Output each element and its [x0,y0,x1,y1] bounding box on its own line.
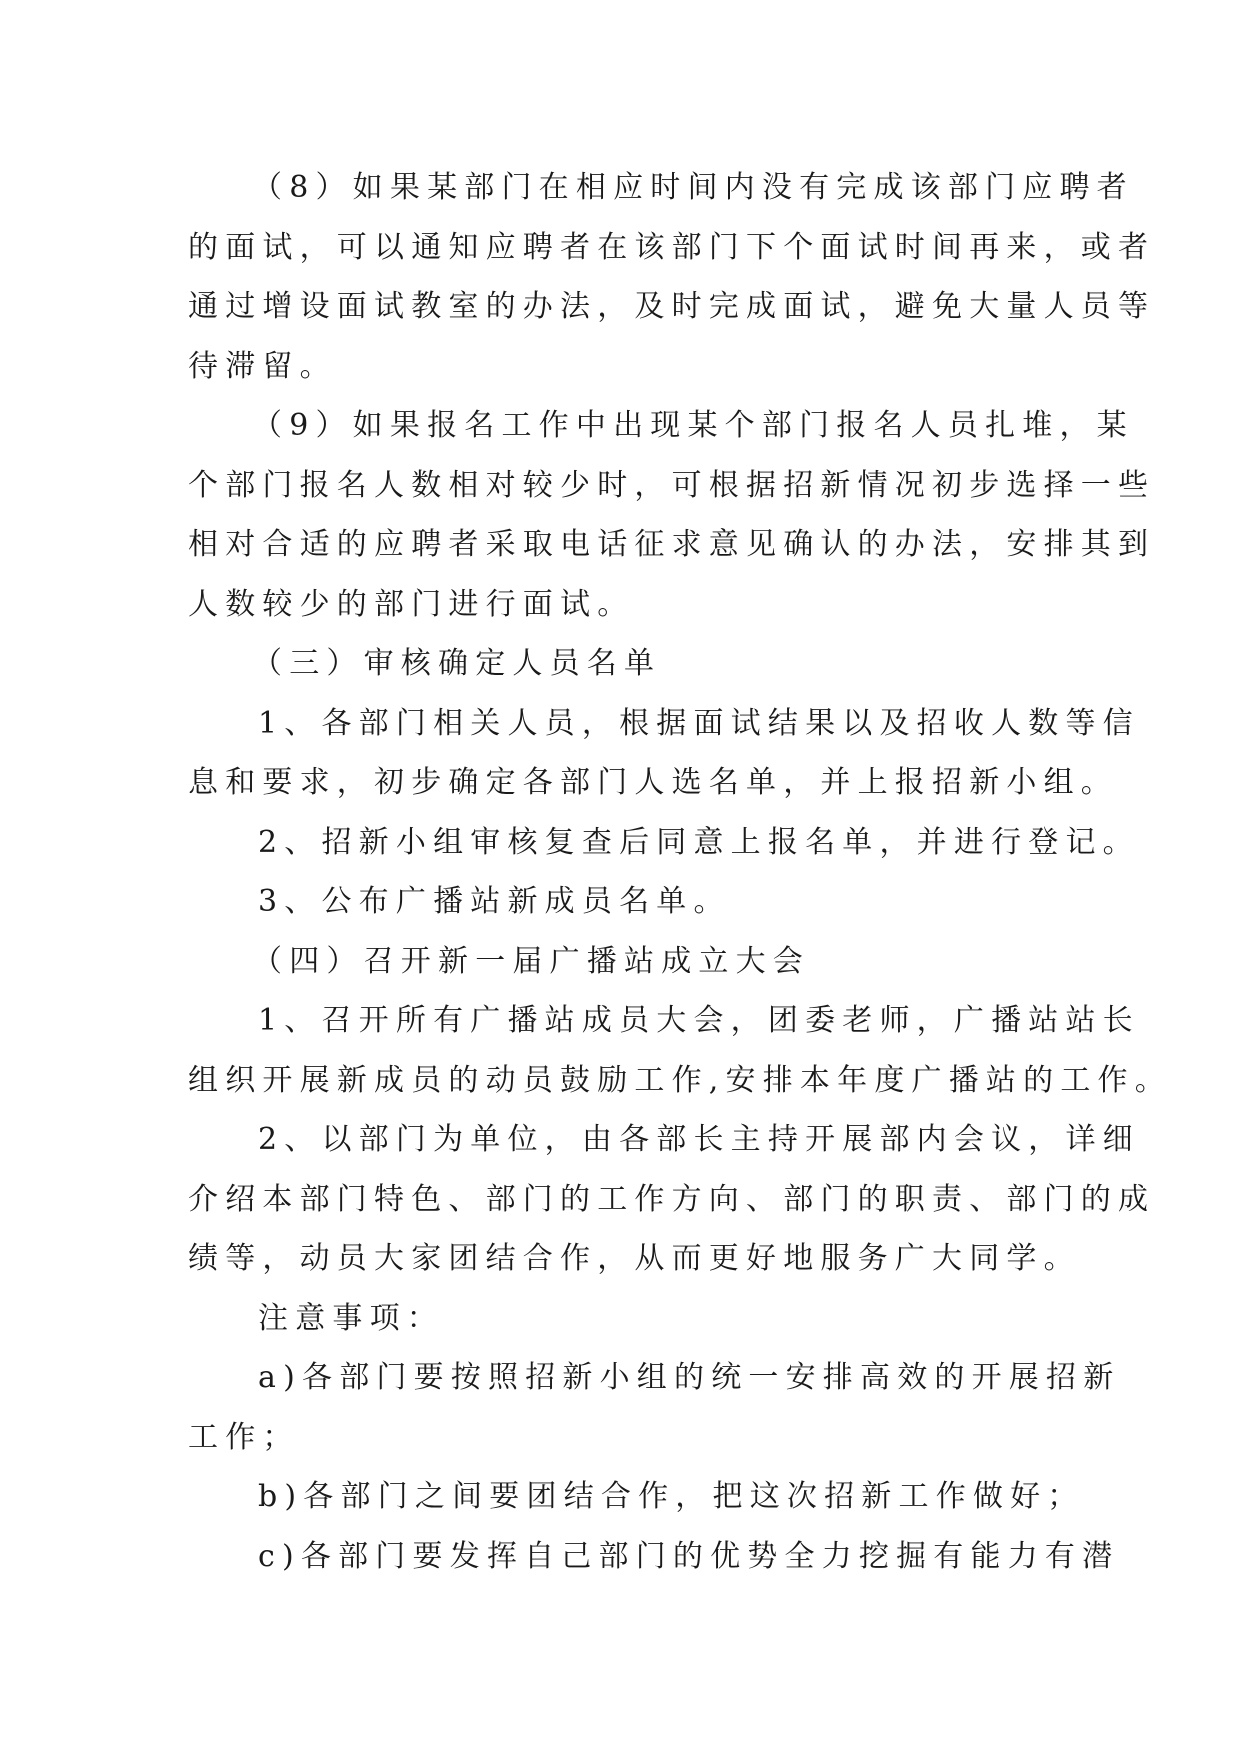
paragraph-line: 息和要求，初步确定各部门人选名单，并上报招新小组。 [188,765,1118,800]
note-item: a)各部门要按照招新小组的统一安排高效的开展招新 [258,1360,1121,1395]
paragraph-line: 介绍本部门特色、部门的工作方向、部门的职责、部门的成 [188,1181,1156,1217]
note-item: b)各部门之间要团结合作，把这次招新工作做好； [258,1479,1085,1514]
paragraph-line: （8）如果某部门在相应时间内没有完成该部门应聘者 [252,170,1134,205]
paragraph-line: 组织开展新成员的动员鼓励工作,安排本年度广播站的工作。 [188,1062,1172,1098]
paragraph-line: （9）如果报名工作中出现某个部门报名人员扎堆，某 [252,408,1134,443]
paragraph-line: 个部门报名人数相对较少时，可根据招新情况初步选择一些 [188,467,1156,503]
paragraph-line: 待滞留。 [188,348,337,384]
paragraph-line: 3、公布广播站新成员名单。 [258,884,731,919]
note-item: c)各部门要发挥自己部门的优势全力挖掘有能力有潜 [258,1538,1120,1574]
body-text [188,158,1172,1586]
section-heading: （三）审核确定人员名单 [252,646,662,681]
paragraph-line: 相对合适的应聘者采取电话征求意见确认的办法，安排其到 [188,527,1156,562]
notes-heading: 注意事项： [258,1300,444,1336]
paragraph-line: 2、招新小组审核复查后同意上报名单，并进行登记。 [258,824,1140,860]
paragraph-line: 1、召开所有广播站成员大会，团委老师，广播站站长 [258,1003,1140,1038]
note-item: 工作； [188,1419,300,1455]
paragraph-line: 1、各部门相关人员，根据面试结果以及招收人数等信 [258,705,1140,741]
section-heading: （四）召开新一届广播站成立大会 [252,943,810,979]
paragraph-line: 2、以部门为单位，由各部长主持开展部内会议，详细 [258,1122,1140,1157]
paragraph-line: 通过增设面试教室的办法，及时完成面试，避免大量人员等 [188,289,1156,324]
paragraph-line: 人数较少的部门进行面试。 [188,586,635,622]
paragraph-line: 绩等，动员大家团结合作，从而更好地服务广大同学。 [188,1241,1081,1276]
paragraph-line: 的面试，可以通知应聘者在该部门下个面试时间再来，或者 [188,229,1156,265]
